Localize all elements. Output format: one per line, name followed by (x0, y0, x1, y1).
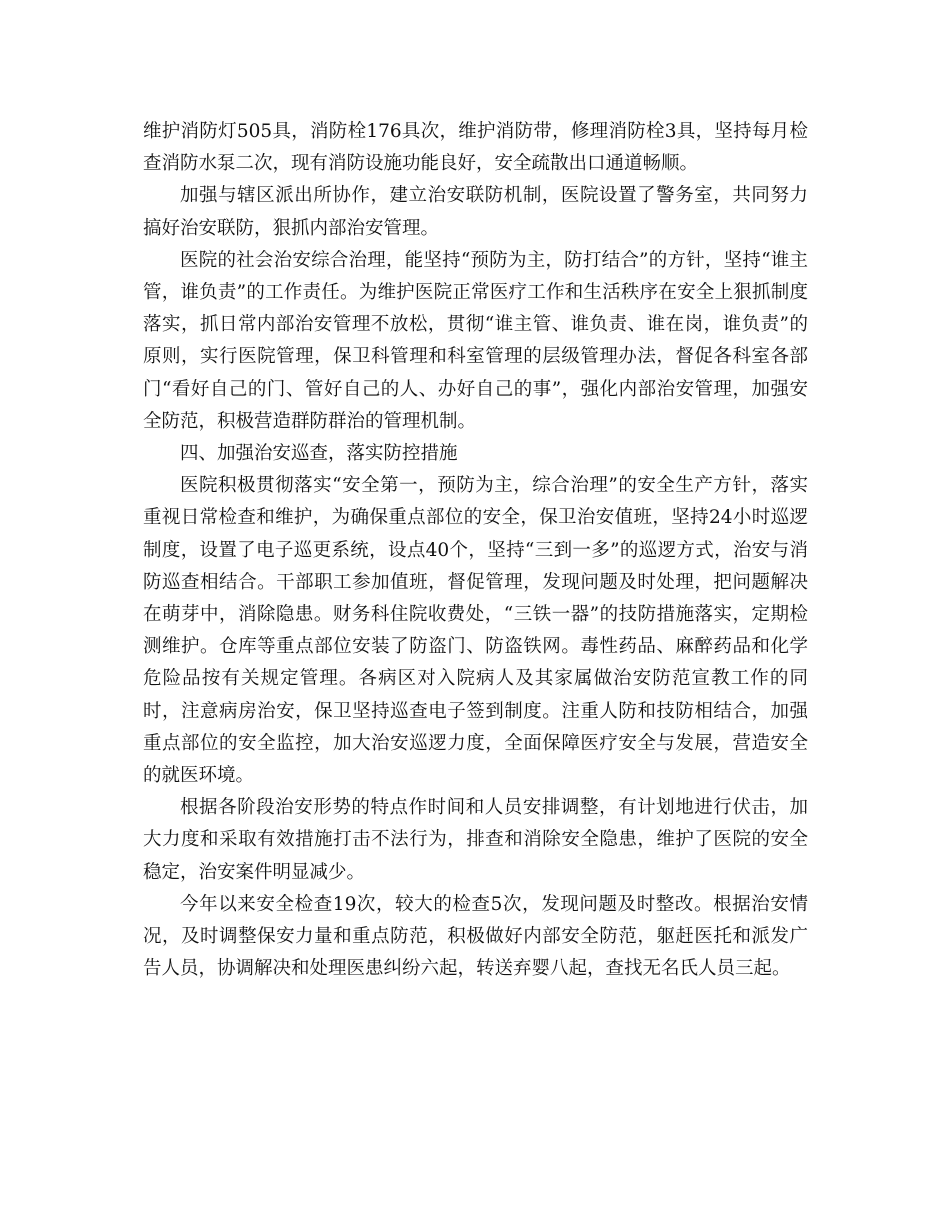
paragraph-patrol-measures: 医院积极贯彻落实“安全第一，预防为主，综合治理”的安全生产方针，落实重视日常检查和维护，为确保重点部位的安全，保卫治安值班，坚持24小时巡逻制度，设置了电子巡更系统，设点40个，坚持“三到一多”的巡逻方式，治安与消防巡查相结合。干部职工参加值班，督促管理，发现问题及时处理，把问题解决在萌芽中，消除隐患。财务科住院收费处，“三铁一器”的技防措施落实，定期检测维护。仓库等重点部位安装了防盗门、防盗铁网。毒性药品、麻醉药品和化学危险品按有关规定管理。各病区对入院病人及其家属做治安防范宣教工作的同时，注意病房治安，保卫坚持巡查电子签到制度。注重人防和技防相结合，加强重点部位的安全监控，加大治安巡逻力度，全面保障医疗安全与发展，营造安全的就医环境。 (143, 475, 808, 787)
document-body (143, 116, 808, 985)
paragraph-staff-adjustment: 根据各阶段治安形势的特点作时间和人员安排调整，有计划地进行伏击，加大力度和采取有效措施打击不法行为，排查和消除安全隐患，维护了医院的安全稳定，治安案件明显减少。 (143, 797, 808, 883)
paragraph-comprehensive-governance: 医院的社会治安综合治理，能坚持“预防为主，防打结合”的方针，坚持“谁主管，谁负责”的工作责任。为维护医院正常医疗工作和生活秩序在安全上狠抓制度落实，抓日常内部治安管理不放松，贯彻“谁主管、谁负责、谁在岗，谁负责”的原则，实行医院管理，保卫科管理和科室管理的层级管理办法，督促各科室各部门“看好自己的门、管好自己的人、办好自己的事”，强化内部治安管理，加强安全防范，积极营造群防群治的管理机制。 (143, 249, 808, 432)
paragraph-fire-equipment: 维护消防灯505具，消防栓176具次，维护消防带，修理消防栓3具，坚持每月检查消防水泵二次，现有消防设施功能良好，安全疏散出口通道畅顺。 (143, 121, 808, 175)
paragraph-police-cooperation: 加强与辖区派出所协作，建立治安联防机制，医院设置了警务室，共同努力搞好治安联防，狠抓内部治安管理。 (143, 185, 808, 239)
paragraph-inspection-stats: 今年以来安全检查19次，较大的检查5次，发现问题及时整改。根据治安情况，及时调整保安力量和重点防范，积极做好内部安全防范，躯赶医托和派发广告人员，协调解决和处理医患纠纷六起，转送弃婴八起，查找无名氏人员三起。 (143, 893, 808, 980)
section-heading-patrol: 四、加强治安巡查，落实防控措施 (180, 443, 458, 465)
